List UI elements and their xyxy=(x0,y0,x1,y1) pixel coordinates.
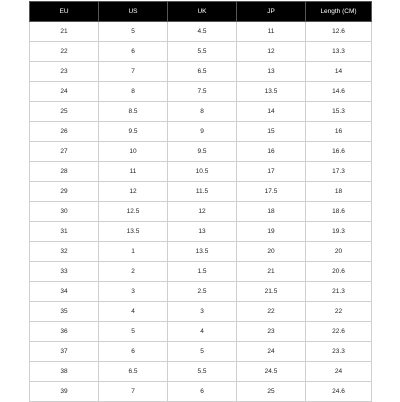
cell-us: 1 xyxy=(99,242,168,262)
cell-eu: 35 xyxy=(30,302,99,322)
cell-us: 7 xyxy=(99,382,168,402)
cell-jp: 24.5 xyxy=(237,362,306,382)
cell-jp: 11 xyxy=(237,22,306,42)
cell-uk: 4.5 xyxy=(168,22,237,42)
cell-jp: 12 xyxy=(237,42,306,62)
cell-us: 6 xyxy=(99,342,168,362)
cell-uk: 9.5 xyxy=(168,142,237,162)
table-row xyxy=(30,82,372,102)
cell-jp: 16 xyxy=(237,142,306,162)
cell-uk: 5 xyxy=(168,342,237,362)
table-body xyxy=(30,22,372,402)
column-header-length: Length (CM) xyxy=(306,2,372,22)
cell-uk: 5.5 xyxy=(168,362,237,382)
cell-eu: 36 xyxy=(30,322,99,342)
cell-us: 8.5 xyxy=(99,102,168,122)
table-row xyxy=(30,382,372,402)
column-header-eu: EU xyxy=(30,2,99,22)
cell-length: 23.3 xyxy=(306,342,372,362)
cell-eu: 32 xyxy=(30,242,99,262)
cell-eu: 24 xyxy=(30,82,99,102)
table-row xyxy=(30,162,372,182)
cell-length: 20.6 xyxy=(306,262,372,282)
cell-us: 12.5 xyxy=(99,202,168,222)
cell-eu: 30 xyxy=(30,202,99,222)
cell-eu: 31 xyxy=(30,222,99,242)
cell-jp: 17 xyxy=(237,162,306,182)
cell-jp: 23 xyxy=(237,322,306,342)
table-row xyxy=(30,362,372,382)
cell-length: 16.6 xyxy=(306,142,372,162)
column-header-us: US xyxy=(99,2,168,22)
cell-us: 4 xyxy=(99,302,168,322)
cell-eu: 23 xyxy=(30,62,99,82)
cell-uk: 10.5 xyxy=(168,162,237,182)
cell-length: 18.6 xyxy=(306,202,372,222)
cell-us: 8 xyxy=(99,82,168,102)
cell-us: 9.5 xyxy=(99,122,168,142)
table-row xyxy=(30,122,372,142)
cell-length: 24.6 xyxy=(306,382,372,402)
cell-uk: 11.5 xyxy=(168,182,237,202)
cell-uk: 6 xyxy=(168,382,237,402)
cell-uk: 5.5 xyxy=(168,42,237,62)
cell-uk: 7.5 xyxy=(168,82,237,102)
cell-length: 19.3 xyxy=(306,222,372,242)
cell-jp: 19 xyxy=(237,222,306,242)
table-row xyxy=(30,262,372,282)
table-row xyxy=(30,182,372,202)
cell-us: 3 xyxy=(99,282,168,302)
cell-jp: 17.5 xyxy=(237,182,306,202)
cell-length: 16 xyxy=(306,122,372,142)
cell-length: 18 xyxy=(306,182,372,202)
cell-eu: 27 xyxy=(30,142,99,162)
cell-jp: 13.5 xyxy=(237,82,306,102)
cell-jp: 25 xyxy=(237,382,306,402)
cell-jp: 21 xyxy=(237,262,306,282)
cell-uk: 3 xyxy=(168,302,237,322)
table-row xyxy=(30,242,372,262)
cell-eu: 22 xyxy=(30,42,99,62)
cell-eu: 38 xyxy=(30,362,99,382)
cell-jp: 20 xyxy=(237,242,306,262)
table-row xyxy=(30,322,372,342)
cell-us: 12 xyxy=(99,182,168,202)
cell-jp: 18 xyxy=(237,202,306,222)
cell-eu: 39 xyxy=(30,382,99,402)
table-row xyxy=(30,22,372,42)
cell-us: 7 xyxy=(99,62,168,82)
table-header xyxy=(30,2,372,22)
cell-jp: 14 xyxy=(237,102,306,122)
table-row xyxy=(30,282,372,302)
cell-length: 22.6 xyxy=(306,322,372,342)
table-row xyxy=(30,202,372,222)
table-row xyxy=(30,342,372,362)
column-header-jp: JP xyxy=(237,2,306,22)
cell-eu: 25 xyxy=(30,102,99,122)
cell-uk: 4 xyxy=(168,322,237,342)
cell-length: 20 xyxy=(306,242,372,262)
cell-length: 12.6 xyxy=(306,22,372,42)
cell-length: 14.6 xyxy=(306,82,372,102)
cell-eu: 21 xyxy=(30,22,99,42)
size-chart xyxy=(29,1,371,399)
column-header-uk: UK xyxy=(168,2,237,22)
cell-eu: 29 xyxy=(30,182,99,202)
cell-us: 10 xyxy=(99,142,168,162)
size-chart-table xyxy=(29,1,372,402)
cell-length: 13.3 xyxy=(306,42,372,62)
cell-jp: 15 xyxy=(237,122,306,142)
cell-uk: 6.5 xyxy=(168,62,237,82)
cell-uk: 13 xyxy=(168,222,237,242)
table-row xyxy=(30,42,372,62)
cell-us: 6.5 xyxy=(99,362,168,382)
cell-us: 5 xyxy=(99,322,168,342)
cell-us: 2 xyxy=(99,262,168,282)
cell-uk: 12 xyxy=(168,202,237,222)
cell-us: 6 xyxy=(99,42,168,62)
cell-length: 17.3 xyxy=(306,162,372,182)
cell-jp: 13 xyxy=(237,62,306,82)
cell-eu: 37 xyxy=(30,342,99,362)
cell-length: 15.3 xyxy=(306,102,372,122)
cell-eu: 28 xyxy=(30,162,99,182)
cell-jp: 21.5 xyxy=(237,282,306,302)
cell-length: 21.3 xyxy=(306,282,372,302)
cell-uk: 13.5 xyxy=(168,242,237,262)
cell-length: 24 xyxy=(306,362,372,382)
table-row xyxy=(30,142,372,162)
cell-uk: 2.5 xyxy=(168,282,237,302)
table-row xyxy=(30,302,372,322)
cell-eu: 26 xyxy=(30,122,99,142)
cell-uk: 1.5 xyxy=(168,262,237,282)
cell-uk: 8 xyxy=(168,102,237,122)
cell-us: 5 xyxy=(99,22,168,42)
cell-length: 14 xyxy=(306,62,372,82)
cell-us: 11 xyxy=(99,162,168,182)
cell-uk: 9 xyxy=(168,122,237,142)
header-row xyxy=(30,2,372,22)
cell-jp: 24 xyxy=(237,342,306,362)
cell-length: 22 xyxy=(306,302,372,322)
cell-eu: 34 xyxy=(30,282,99,302)
cell-eu: 33 xyxy=(30,262,99,282)
table-row xyxy=(30,102,372,122)
table-row xyxy=(30,62,372,82)
cell-jp: 22 xyxy=(237,302,306,322)
cell-us: 13.5 xyxy=(99,222,168,242)
table-row xyxy=(30,222,372,242)
